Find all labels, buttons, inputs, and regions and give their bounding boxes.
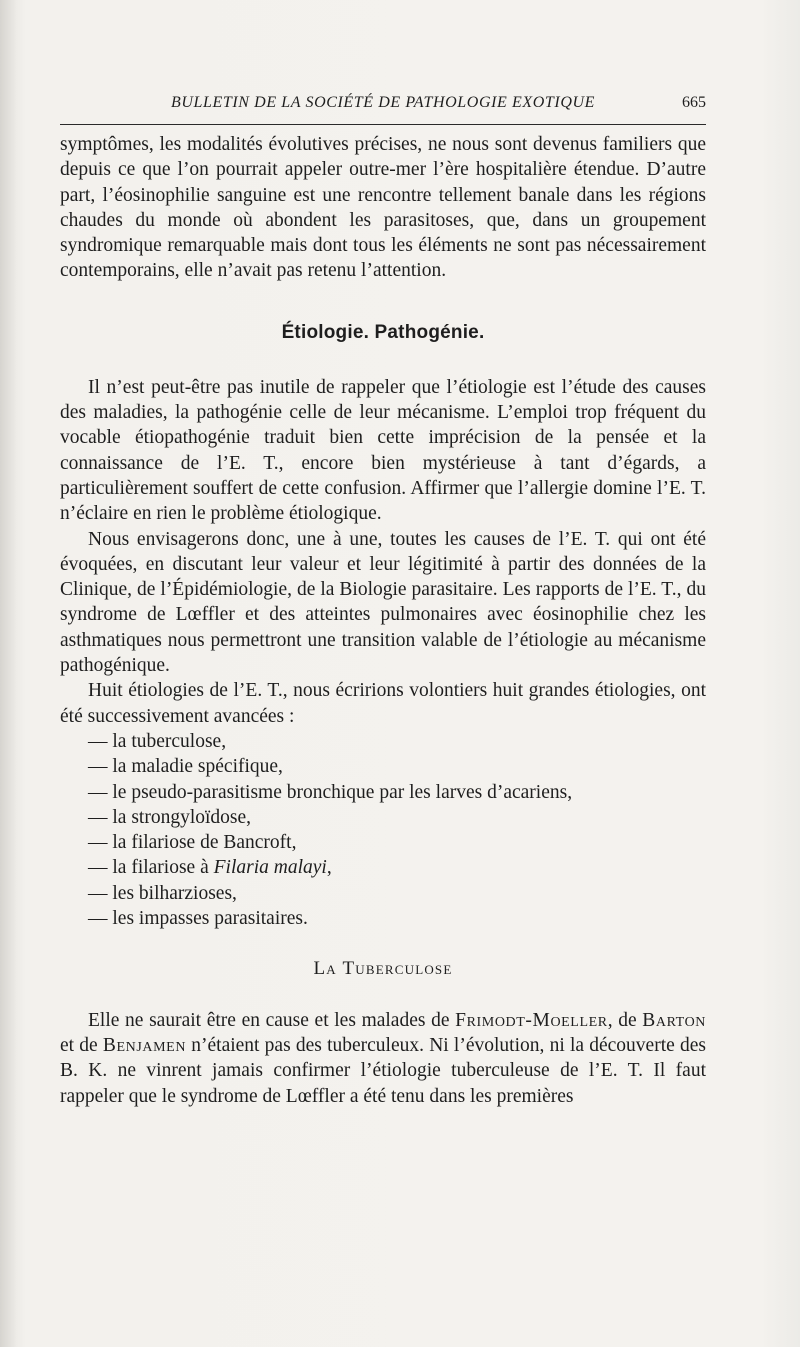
author-name: Benjamen bbox=[102, 1034, 187, 1056]
page-binding-shadow bbox=[0, 0, 16, 1347]
page-number: 665 bbox=[682, 94, 706, 111]
etiology-list bbox=[60, 729, 706, 931]
paragraph-tuberculosis bbox=[60, 1008, 706, 1109]
page-header bbox=[60, 93, 706, 123]
list-item: — la strongyloïdose, bbox=[88, 806, 252, 828]
list-item: — la tuberculose, bbox=[88, 730, 227, 752]
text-run: n’étaient pas des tuberculeux. Ni l’évolution, ni la découverte des B. K. ne vinrent jamais confirmer l’étiologie tuberculeuse de l’E. T. Il faut rappeler que le syndrome de Lœffler a été tenu dans les premières bbox=[60, 1034, 706, 1107]
list-item: — le pseudo-parasitisme bronchique par les larves d’acariens, bbox=[88, 781, 573, 803]
author-name: Frimodt-Moeller bbox=[455, 1009, 608, 1031]
author-name: Barton bbox=[642, 1009, 706, 1031]
list-item: — les bilharzioses, bbox=[88, 882, 237, 904]
list-item: — les impasses parasitaires. bbox=[88, 908, 308, 930]
list-item-text: — la filariose à bbox=[88, 857, 214, 879]
text-run: et de bbox=[60, 1034, 103, 1056]
running-title: BULLETIN DE LA SOCIÉTÉ DE PATHOLOGIE EXOTIQUE bbox=[170, 94, 596, 111]
section-title: Étiologie. Pathogénie. bbox=[281, 321, 485, 343]
paragraph-continuation: symptômes, les modalités évolutives précises, ne nous sont devenus familiers que depuis ce que l’on pourrait appeler outre-mer l’ère hospitalière étendue. D’autre part, l’éosinophilie sanguine est une rencontre tellement banale dans les régions chaudes du monde où abondent les parasitoses, que, dans un groupement syndromique remarquable mais dont tous les éléments ne sont pas nécessairement contemporains, elle n’avait pas retenu l’attention. bbox=[60, 134, 706, 282]
list-item bbox=[60, 855, 706, 880]
text-run: Elle ne saurait être en cause et les malades de bbox=[88, 1009, 456, 1031]
list-item: — la filariose de Bancroft, bbox=[88, 832, 297, 854]
paragraph-etiologies-intro: Huit étiologies de l’E. T., nous écririons volontiers huit grandes étiologies, ont été successivement avancées : bbox=[60, 680, 706, 727]
header-rule bbox=[60, 124, 706, 125]
paragraph-approach: Nous envisagerons donc, une à une, toutes les causes de l’E. T. qui ont été évoquées, en discutant leur valeur et leur légitimité à partir des données de la Clinique, de l’Épidémiologie, de la Biologie parasitaire. Les rapports de l’E. T., du syndrome de Lœffler et des atteintes pulmonaires avec éosinophilie chez les asthmatiques nous permettront une transition valable de l’étiologie au mécanisme pathogénique. bbox=[60, 528, 706, 677]
body-text bbox=[60, 132, 706, 1109]
list-item: — la maladie spécifique, bbox=[88, 756, 283, 778]
text-run: , de bbox=[607, 1009, 643, 1031]
species-name: Filaria malayi bbox=[213, 857, 327, 879]
list-item-punct: , bbox=[326, 857, 332, 879]
paragraph-definition: Il n’est peut-être pas inutile de rappeler que l’étiologie est l’étude des causes des maladies, la pathogénie celle de leur mécanisme. L’emploi trop fréquent du vocable étiopathogénie traduit bien cette imprécision de la pensée et la connaissance de l’E. T., encore bien mystérieuse à tant d’égards, a particulièrement souffert de cette confusion. Affirmer que l’allergie domine l’E. T. n’éclaire en rien le problème étiologique. bbox=[60, 376, 706, 525]
subsection-title: La Tuberculose bbox=[313, 958, 453, 980]
